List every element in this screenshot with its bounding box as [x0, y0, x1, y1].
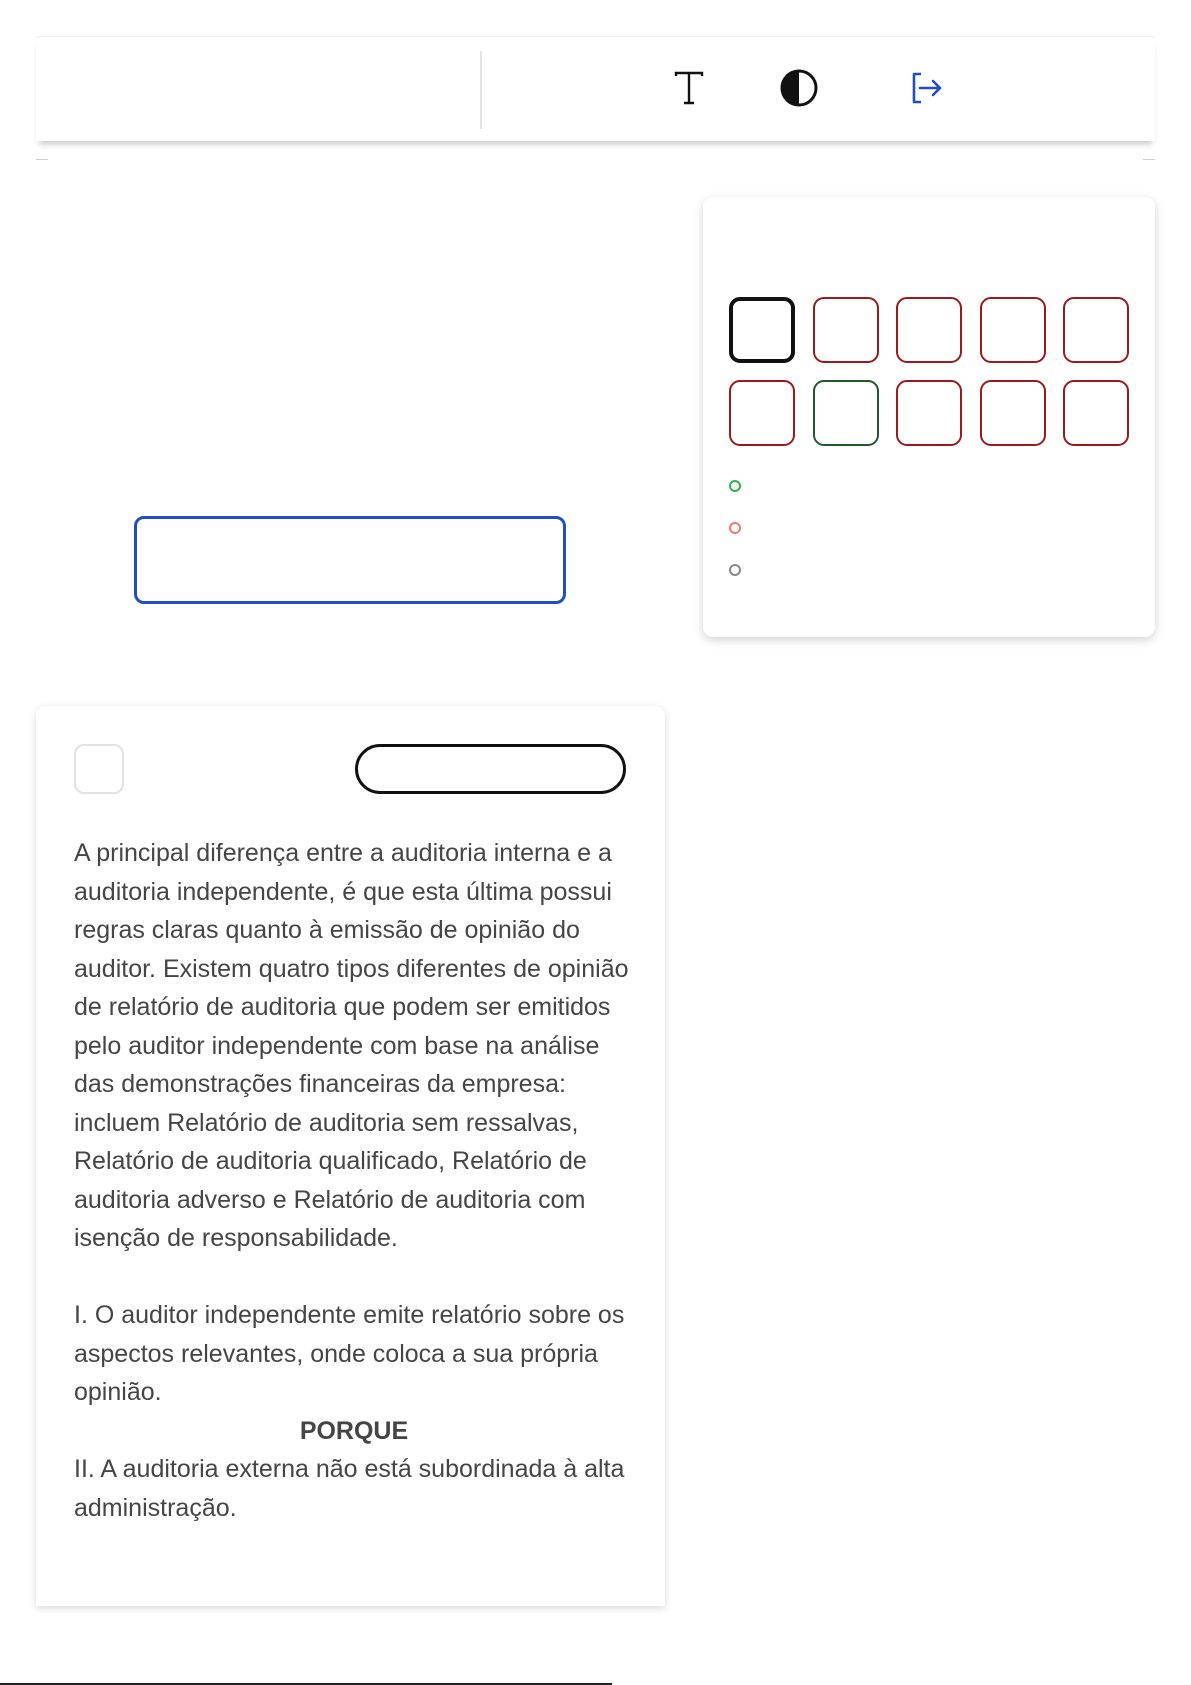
mark-question-checkbox[interactable] — [74, 744, 124, 794]
question-nav-box[interactable] — [1063, 380, 1129, 446]
question-number-field[interactable] — [134, 516, 566, 604]
contrast-icon — [778, 67, 820, 114]
assertion-1: I. O auditor independente emite relatório sobre os aspectos relevantes, onde coloca a sua própria opinião. — [74, 1301, 625, 1406]
contrast-button[interactable] — [774, 65, 824, 115]
question-nav-box[interactable] — [729, 297, 795, 363]
question-nav-box[interactable] — [813, 380, 879, 446]
question-text — [74, 834, 634, 1527]
legend-dot — [729, 564, 741, 576]
edge-mark — [36, 159, 48, 160]
legend-dot — [729, 522, 741, 534]
top-toolbar — [36, 36, 1155, 141]
question-nav-box[interactable] — [980, 380, 1046, 446]
toolbar-divider — [480, 51, 482, 129]
assertion-2: II. A auditoria externa não está subordinada à alta administração. — [74, 1455, 625, 1522]
question-nav-box[interactable] — [896, 380, 962, 446]
question-nav-box[interactable] — [896, 297, 962, 363]
question-nav-box[interactable] — [813, 297, 879, 363]
logout-icon — [907, 68, 947, 113]
font-size-button[interactable] — [664, 65, 714, 115]
question-nav-box[interactable] — [1063, 297, 1129, 363]
legend-dot — [729, 480, 741, 492]
question-nav-box[interactable] — [729, 380, 795, 446]
assertion-connector: PORQUE — [299, 1416, 409, 1445]
edge-mark — [1143, 159, 1155, 160]
question-card — [36, 706, 665, 1606]
logout-button[interactable] — [902, 65, 952, 115]
question-statement: A principal diferença entre a auditoria interna e a auditoria independente, é que esta última possui regras claras quanto à emissão de opinião do auditor. Existem quatro tipos diferentes de opinião de relatório de auditoria que podem ser emitidos pelo auditor independente com base na análise das demonstrações financeiras da empresa: incluem Relatório de auditoria sem ressalvas, Relatório de auditoria qualificado, Relatório de auditoria adverso e Relatório de auditoria com isenção de responsabilidade. — [74, 839, 629, 1252]
font-size-icon — [671, 70, 707, 111]
question-action-button[interactable] — [355, 744, 626, 794]
question-nav-box[interactable] — [980, 297, 1046, 363]
